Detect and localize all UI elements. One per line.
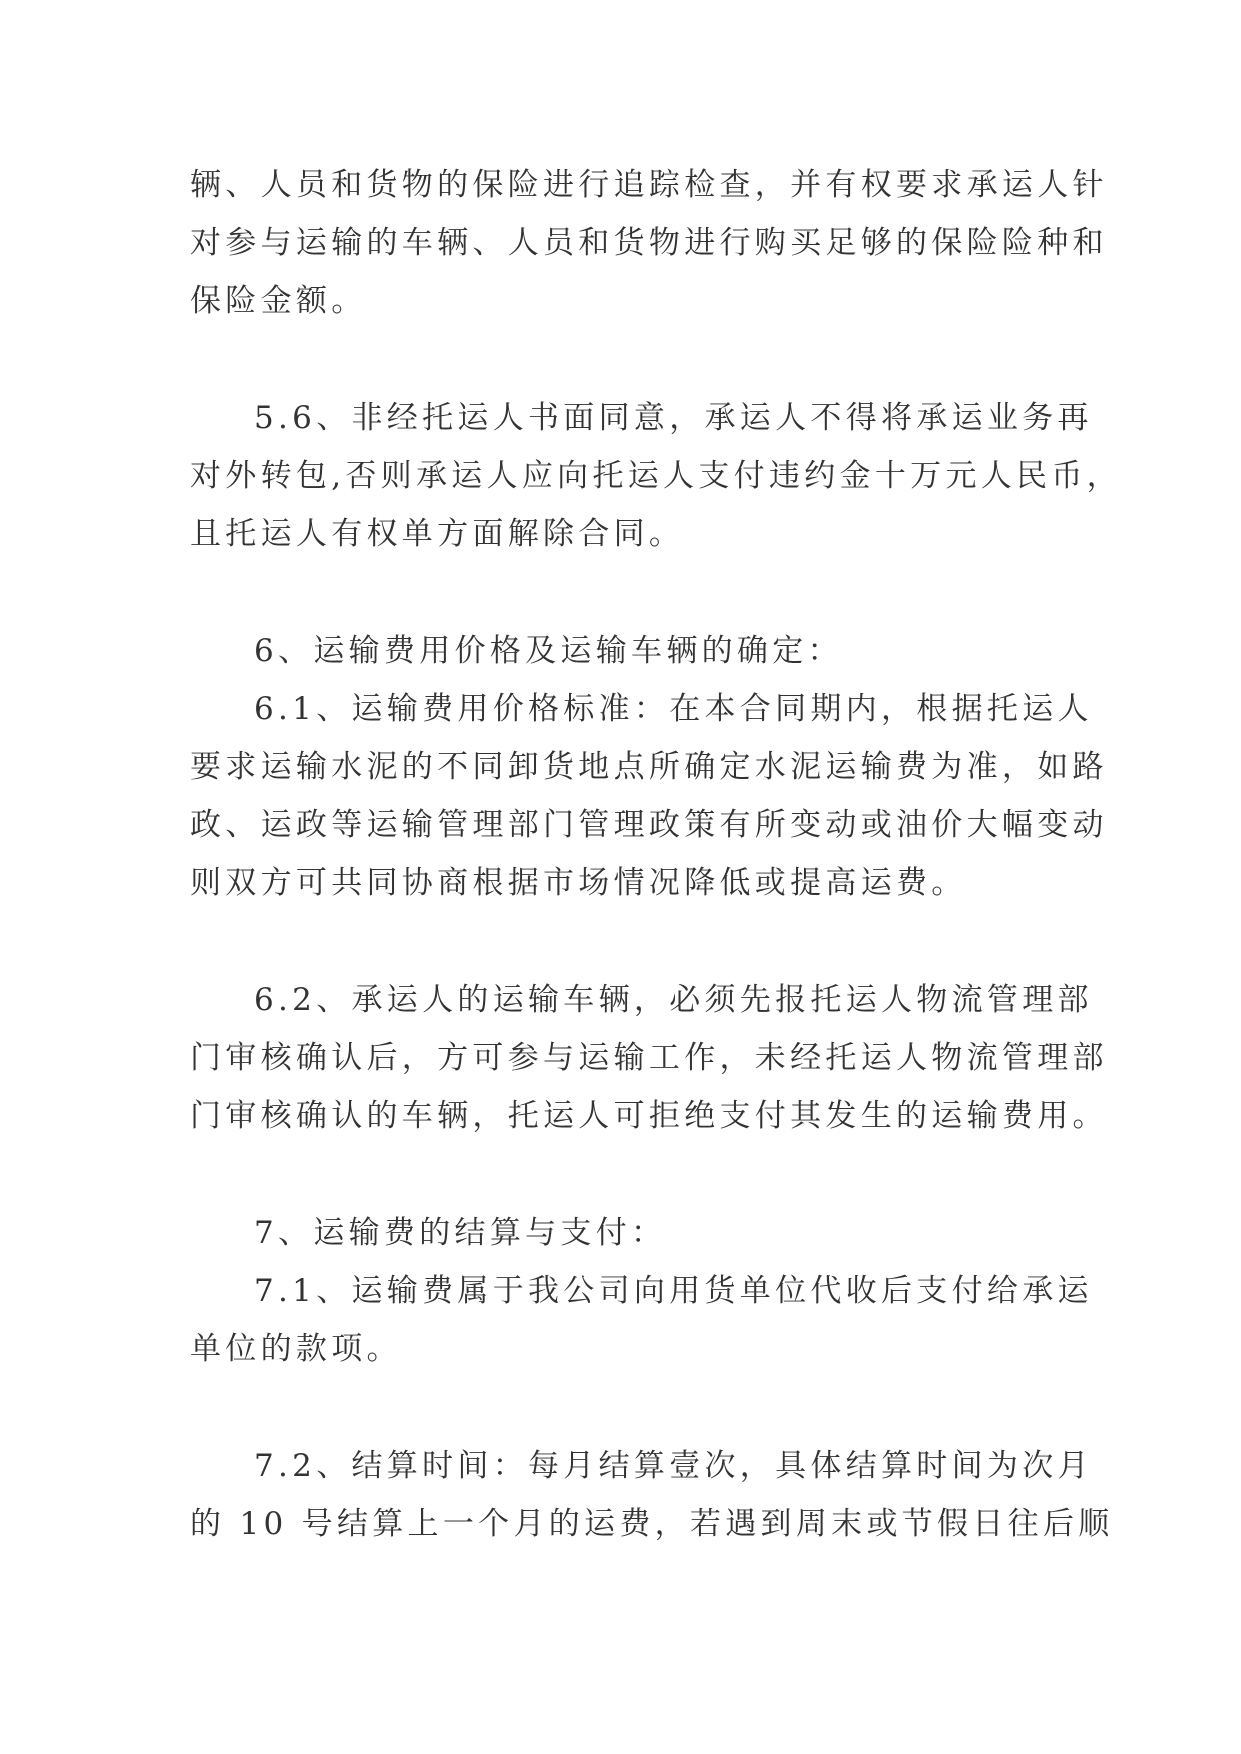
paragraph-5-6-line-3: 且托运人有权单方面解除合同。 — [190, 516, 685, 552]
paragraph-5-5-line-3: 保险金额。 — [190, 283, 367, 319]
section-6-heading: 6、运输费用价格及运输车辆的确定： — [254, 633, 843, 669]
paragraph-6-2-line-2: 门审核确认后，方可参与运输工作，未经托运人物流管理部 — [190, 1040, 1108, 1076]
paragraph-7-1-line-1: 7.1、运输费属于我公司向用货单位代收后支付给承运 — [254, 1273, 1093, 1309]
paragraph-5-6-line-1: 5.6、非经托运人书面同意，承运人不得将承运业务再 — [254, 400, 1093, 436]
paragraph-6-1-line-3: 政、运政等运输管理部门管理政策有所变动或油价大幅变动 — [190, 807, 1108, 843]
paragraph-5-5-line-2: 对参与运输的车辆、人员和货物进行购买足够的保险险种和 — [190, 225, 1108, 261]
paragraph-6-1-line-2: 要求运输水泥的不同卸货地点所确定水泥运输费为准，如路 — [190, 749, 1108, 785]
paragraph-7-1-line-2: 单位的款项。 — [190, 1331, 402, 1367]
paragraph-5-5-line-1: 辆、人员和货物的保险进行追踪检查，并有权要求承运人针 — [190, 167, 1108, 203]
paragraph-7-2-line-1: 7.2、结算时间：每月结算壹次，具体结算时间为次月 — [254, 1448, 1093, 1484]
paragraph-6-2-line-1: 6.2、承运人的运输车辆，必须先报托运人物流管理部 — [254, 982, 1093, 1018]
paragraph-6-1-line-4: 则双方可共同协商根据市场情况降低或提高运费。 — [190, 865, 967, 901]
paragraph-5-6-line-2: 对外转包,否则承运人应向托运人支付违约金十万元人民币， — [190, 458, 1122, 494]
paragraph-6-1-line-1: 6.1、运输费用价格标准：在本合同期内，根据托运人 — [254, 691, 1093, 727]
paragraph-6-2-line-3: 门审核确认的车辆，托运人可拒绝支付其发生的运输费用。 — [190, 1098, 1108, 1134]
paragraph-7-2-line-2: 的 10 号结算上一个月的运费，若遇到周末或节假日往后顺 — [190, 1506, 1114, 1542]
section-7-heading: 7、运输费的结算与支付： — [254, 1215, 667, 1251]
